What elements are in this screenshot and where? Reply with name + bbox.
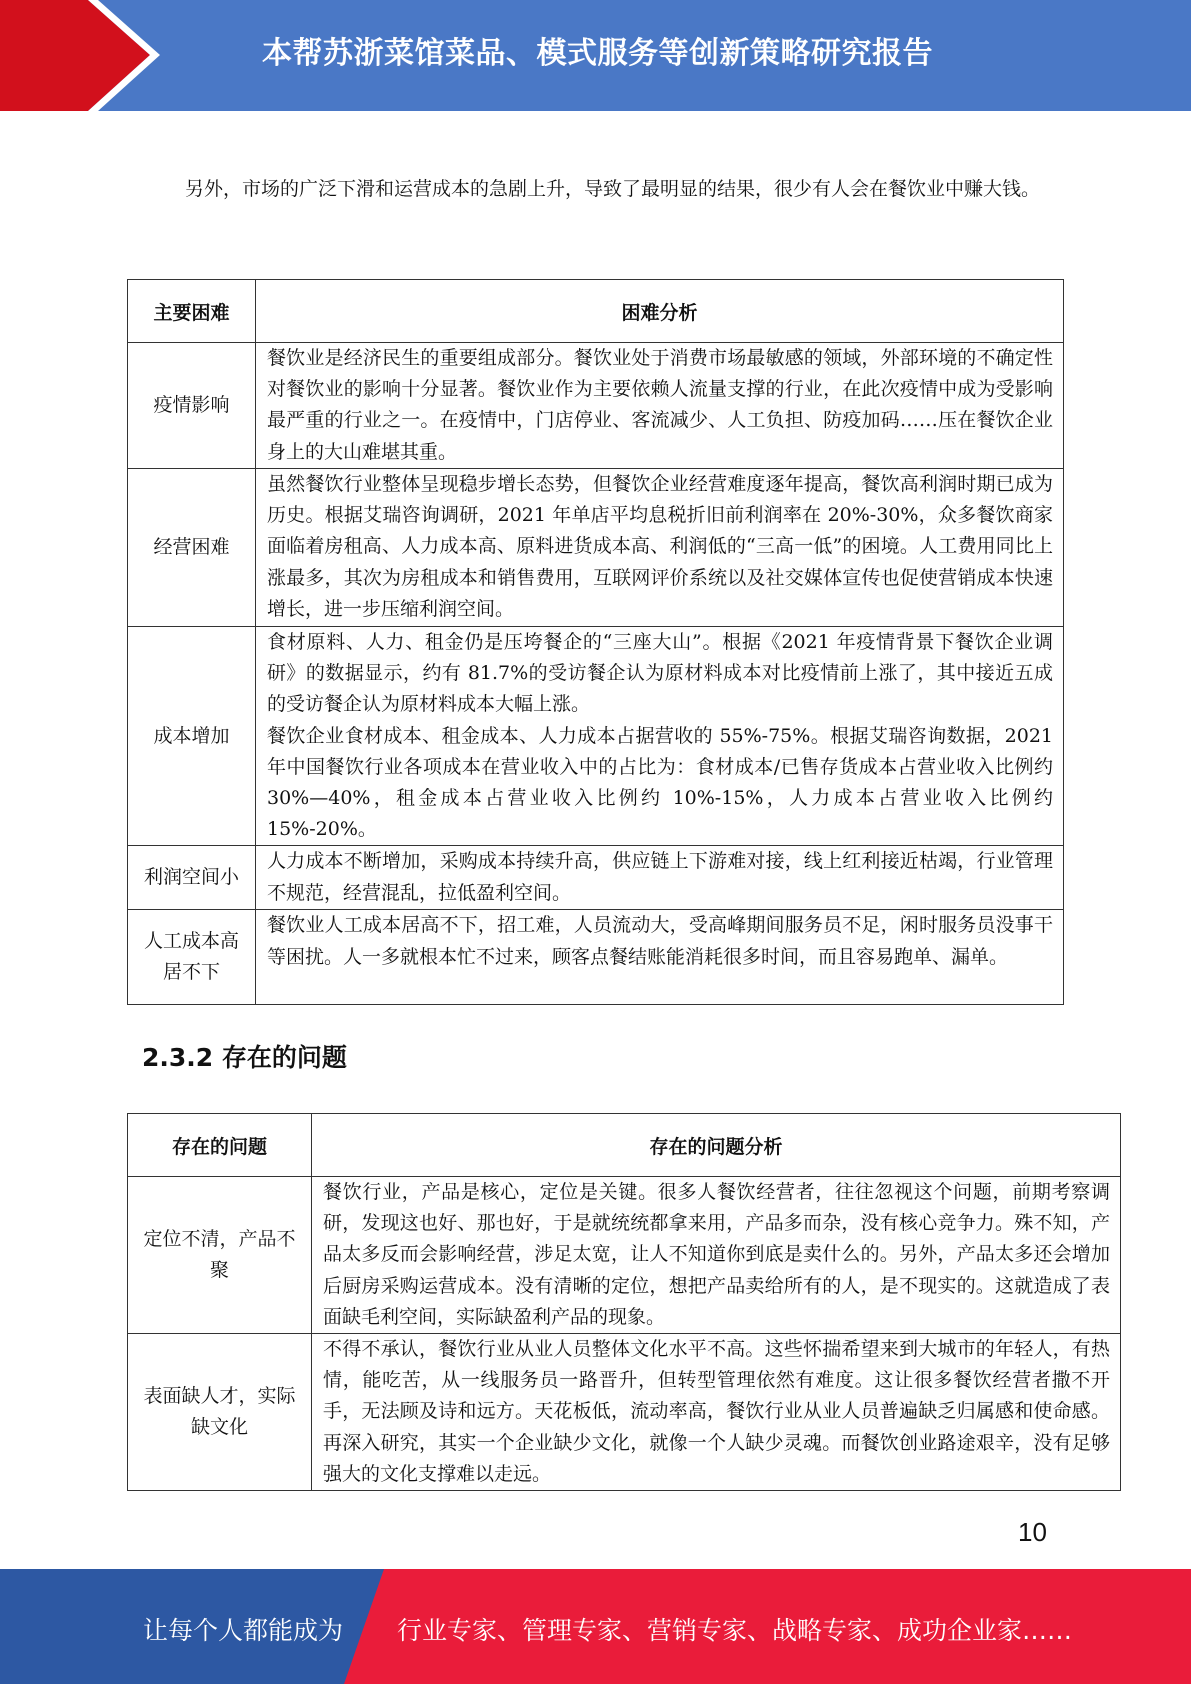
table-header-row: [128, 1114, 1121, 1177]
column-header: 存在的问题分析: [312, 1114, 1121, 1177]
row-value: 不得不承认，餐饮行业从业人员整体文化水平不高。这些怀揣希望来到大城市的年轻人，有热情，能吃苦，从一线服务员一路晋升，但转型管理依然有难度。这让很多餐饮经营者撒不开手，无法顾及诗和远方。天花板低，流动率高，餐饮行业从业人员普遍缺乏归属感和使命感。再深入研究，其实一个企业缺少文化，就像一个人缺少灵魂。而餐饮创业路途艰辛，没有足够强大的文化支撑难以走远。: [312, 1334, 1121, 1491]
section-heading: 2.3.2 存在的问题: [142, 1043, 347, 1072]
row-value: 餐饮行业，产品是核心，定位是关键。很多人餐饮经营者，往往忽视这个问题，前期考察调研，发现这也好、那也好，于是就统统都拿来用，产品多而杂，没有核心竞争力。殊不知，产品太多反而会影响经营，涉足太宽，让人不知道你到底是卖什么的。另外，产品太多还会增加后厨房采购运营成本。没有清晰的定位，想把产品卖给所有的人，是不现实的。这就造成了表面缺毛利空间，实际缺盈利产品的现象。: [312, 1177, 1121, 1334]
table-row: [128, 910, 1064, 1005]
table-row: [128, 1334, 1121, 1491]
column-header: 主要困难: [128, 280, 256, 343]
row-value: [256, 627, 1064, 846]
row-key: 成本增加: [128, 627, 256, 846]
row-value-part: 餐饮企业食材成本、租金成本、人力成本占据营收的 55%-75%。根据艾瑞咨询数据，2021 年中国餐饮行业各项成本在营业收入中的占比为：食材成本/已售存货成本占营业收入比例约 30%—40%，租金成本占营业收入比例约 10%-15%，人力成本占营业收入比例约 15%-20%。: [267, 724, 1053, 841]
column-header: 困难分析: [256, 280, 1064, 343]
row-value: 人力成本不断增加，采购成本持续升高，供应链上下游难对接，线上红利接近枯竭，行业管理不规范，经营混乱，拉低盈利空间。: [256, 846, 1064, 910]
row-value: 虽然餐饮行业整体呈现稳步增长态势，但餐饮企业经营难度逐年提高，餐饮高利润时期已成为历史。根据艾瑞咨询调研，2021 年单店平均息税折旧前利润率在 20%-30%，众多餐饮商家面临着房租高、人力成本高、原料进货成本高、利润低的“三高一低”的困境。人工费用同比上涨最多，其次为房租成本和销售费用，互联网评价系统以及社交媒体宣传也促使营销成本快速增长，进一步压缩利润空间。: [256, 469, 1064, 627]
table-row: [128, 469, 1064, 627]
table-header-row: [128, 280, 1064, 343]
row-key: 经营困难: [128, 469, 256, 627]
row-value-part: 食材原料、人力、租金仍是压垮餐企的“三座大山”。根据《2021 年疫情背景下餐饮企业调研》的数据显示，约有 81.7%的受访餐企认为原材料成本对比疫情前上涨了，其中接近五成的受访餐企认为原材料成本大幅上涨。: [267, 631, 1053, 716]
page-header: [0, 0, 1191, 111]
footer-slogan-right: 行业专家、管理专家、营销专家、战略专家、成功企业家……: [397, 1616, 1073, 1645]
table-row: [128, 846, 1064, 910]
row-key: 利润空间小: [128, 846, 256, 910]
header-title: 本帮苏浙菜馆菜品、模式服务等创新策略研究报告: [262, 36, 933, 71]
column-header: 存在的问题: [128, 1114, 312, 1177]
row-key: 表面缺人才，实际缺文化: [128, 1334, 312, 1491]
difficulties-table: [127, 279, 1064, 1005]
row-key: 人工成本高居不下: [128, 910, 256, 1005]
footer-slogan-left: 让每个人都能成为: [143, 1616, 344, 1645]
intro-paragraph: 另外，市场的广泛下滑和运营成本的急剧上升，导致了最明显的结果，很少有人会在餐饮业中赚大钱。: [185, 178, 1041, 200]
table-row: [128, 343, 1064, 469]
table-row: [128, 627, 1064, 846]
problems-table: [127, 1113, 1121, 1491]
page-footer: [0, 1569, 1191, 1684]
row-value: 餐饮业是经济民生的重要组成部分。餐饮业处于消费市场最敏感的领域，外部环境的不确定性对餐饮业的影响十分显著。餐饮业作为主要依赖人流量支撑的行业，在此次疫情中成为受影响最严重的行业之一。在疫情中，门店停业、客流减少、人工负担、防疫加码……压在餐饮企业身上的大山难堪其重。: [256, 343, 1064, 469]
row-value: 餐饮业人工成本居高不下，招工难，人员流动大，受高峰期间服务员不足，闲时服务员没事干等困扰。人一多就根本忙不过来，顾客点餐结账能消耗很多时间，而且容易跑单、漏单。: [256, 910, 1064, 1005]
page-number: 10: [1018, 1517, 1047, 1547]
table-row: [128, 1177, 1121, 1334]
row-key: 疫情影响: [128, 343, 256, 469]
row-key: 定位不清，产品不聚: [128, 1177, 312, 1334]
